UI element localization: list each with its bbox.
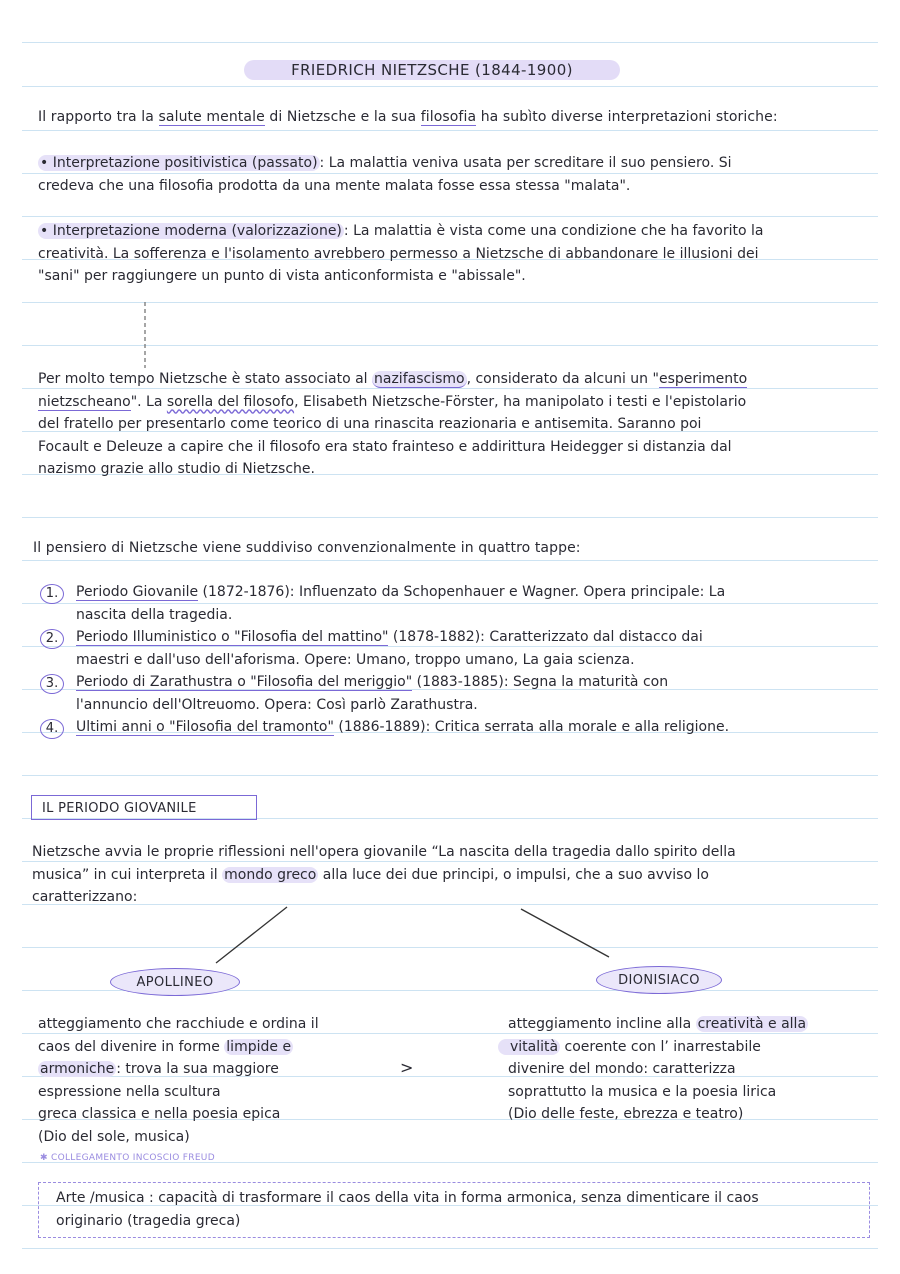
modern-text: creatività. La sofferenza e l'isolamento avrebbero permesso a Nietzsche di abbandonare le illusioni dei [38, 245, 759, 262]
art-summary-text [56, 1187, 759, 1232]
phase-text: l'annuncio dell'Oltreuomo. Opera: Così parlò Zarathustra. [76, 696, 478, 713]
positivist-text: credeva che una filosofia prodotta da una mente malata fosse essa stessa "malata". [38, 177, 631, 194]
phase-text: (1872-1876): Influenzato da Schopenhauer e Wagner. Opera principale: La [198, 584, 726, 600]
section-heading: IL PERIODO GIOVANILE [31, 795, 257, 820]
apollineo-text: atteggiamento che racchiude e ordina il [38, 1016, 319, 1032]
intro-text: ha subìto diverse interpretazioni storiche: [476, 109, 778, 125]
youth-text: alla luce dei due principi, o impulsi, che a suo avviso lo [318, 866, 709, 883]
phase-text: (1886-1889): Critica serrata alla morale e alla religione. [333, 719, 730, 735]
dionisiaco-oval: DIONISIACO [596, 966, 722, 994]
dionisiaco-highlight: vitalità [498, 1039, 560, 1055]
phase-name: Periodo Giovanile [76, 584, 199, 600]
nazism-text: del fratello per presentarlo come teorico di una rinascita reazionaria e antisemita. Saranno poi [38, 416, 702, 433]
art-text: Arte /musica : capacità di trasformare il caos della vita in forma armonica, senza dimenticare il caos [56, 1190, 759, 1206]
modern-text: : La malattia è vista come una condizione che ha favorito la [343, 223, 764, 239]
dionisiaco-text: soprattutto la musica e la poesia lirica [508, 1083, 777, 1100]
apollineo-oval: APOLLINEO [110, 968, 240, 996]
page-title-text: FRIEDRICH NIETZSCHE (1844-1900) [291, 61, 573, 79]
phase-number: 3. [40, 674, 64, 694]
greater-than-symbol: > [400, 1058, 414, 1077]
positivist-label: • Interpretazione positivistica (passato) [40, 155, 318, 171]
nazism-text: , considerato da alcuni un " [466, 371, 659, 387]
nazism-text: Focault e Deleuze a capire che il filosofo era stato frainteso e addirittura Heidegger si distanzia dal [38, 438, 732, 455]
positivist-text: : La malattia veniva usata per screditare il suo pensiero. Si [319, 155, 732, 171]
phase-text: (1883-1885): Segna la maturità con [412, 674, 669, 690]
youth-text: Nietzsche avvia le proprie riflessioni nell'opera giovanile “La nascita della tragedia dallo spirito della [32, 844, 736, 860]
apollineo-text: (Dio del sole, musica) [38, 1128, 190, 1145]
phase-name: Periodo Illuministico o "Filosofia del mattino" [76, 629, 389, 645]
art-text: originario (tragedia greca) [56, 1212, 241, 1229]
intro-text: di Nietzsche e la sua [264, 109, 421, 125]
phase-number: 2. [40, 629, 64, 649]
phase-name: Periodo di Zarathustra o "Filosofia del meriggio" [76, 674, 413, 690]
apollineo-highlight: armoniche [40, 1061, 115, 1078]
apollineo-highlight: limpide e [226, 1038, 292, 1055]
dionisiaco-text: (Dio delle feste, ebrezza e teatro) [508, 1106, 744, 1123]
modern-text: "sani" per raggiungere un punto di vista anticonformista e "abissale". [38, 268, 526, 285]
apollineo-text: : trova la sua maggiore [116, 1061, 279, 1078]
phase-name: Ultimi anni o "Filosofia del tramonto" [76, 719, 334, 735]
modern-label: • Interpretazione moderna (valorizzazione) [40, 223, 342, 239]
apollineo-text: caos del divenire in forme [38, 1038, 225, 1055]
phase-text: maestri e dall'uso dell'aforisma. Opere: Umano, troppo umano, La gaia scienza. [76, 651, 635, 668]
phase-number: 4. [40, 719, 64, 739]
phases-intro: Il pensiero di Nietzsche viene suddiviso convenzionalmente in quattro tappe: [33, 540, 581, 556]
phase-text: (1878-1882): Caratterizzato dal distacco dai [388, 629, 703, 645]
intro-text: Il rapporto tra la [38, 109, 159, 125]
dionisiaco-highlight: creatività e alla [697, 1016, 807, 1032]
nazism-text: ". La [130, 393, 167, 410]
nazifascism-highlight: nazifascismo [374, 371, 465, 387]
nazism-text: Per molto tempo Nietzsche è stato associato al [38, 371, 372, 387]
nietzschean-underline: nietzscheano [38, 393, 131, 410]
phase-number: 1. [40, 584, 64, 604]
apollineo-description [38, 1013, 319, 1149]
phase-text: nascita della tragedia. [76, 606, 233, 623]
experiment-underline: esperimento [658, 371, 748, 387]
apollineo-text: espressione nella scultura [38, 1083, 221, 1100]
nazism-text: , Elisabeth Nietzsche-Förster, ha manipolato i testi e l'epistolario [294, 393, 747, 410]
youth-text: caratterizzano: [32, 889, 138, 906]
apollineo-text: greca classica e nella poesia epica [38, 1106, 281, 1123]
nazism-text: nazismo grazie allo studio di Nietzsche. [38, 461, 315, 478]
intro-philosophy: filosofia [420, 109, 477, 125]
page-title [244, 58, 620, 82]
intro-mental-health: salute mentale [158, 109, 265, 125]
dionisiaco-text: divenire del mondo: caratterizza [508, 1061, 736, 1078]
greek-world-highlight: mondo greco [224, 866, 317, 883]
dionisiaco-text: atteggiamento incline alla [508, 1016, 696, 1032]
dionisiaco-description [508, 1013, 808, 1126]
youth-text: musica” in cui interpreta il [32, 866, 223, 883]
sister-wavy-underline: sorella del filosofo [166, 393, 295, 410]
dionisiaco-text: coerente con l’ inarrestabile [560, 1038, 761, 1055]
freud-side-note: ✱ COLLEGAMENTO INCOSCIO FREUD [40, 1153, 215, 1163]
